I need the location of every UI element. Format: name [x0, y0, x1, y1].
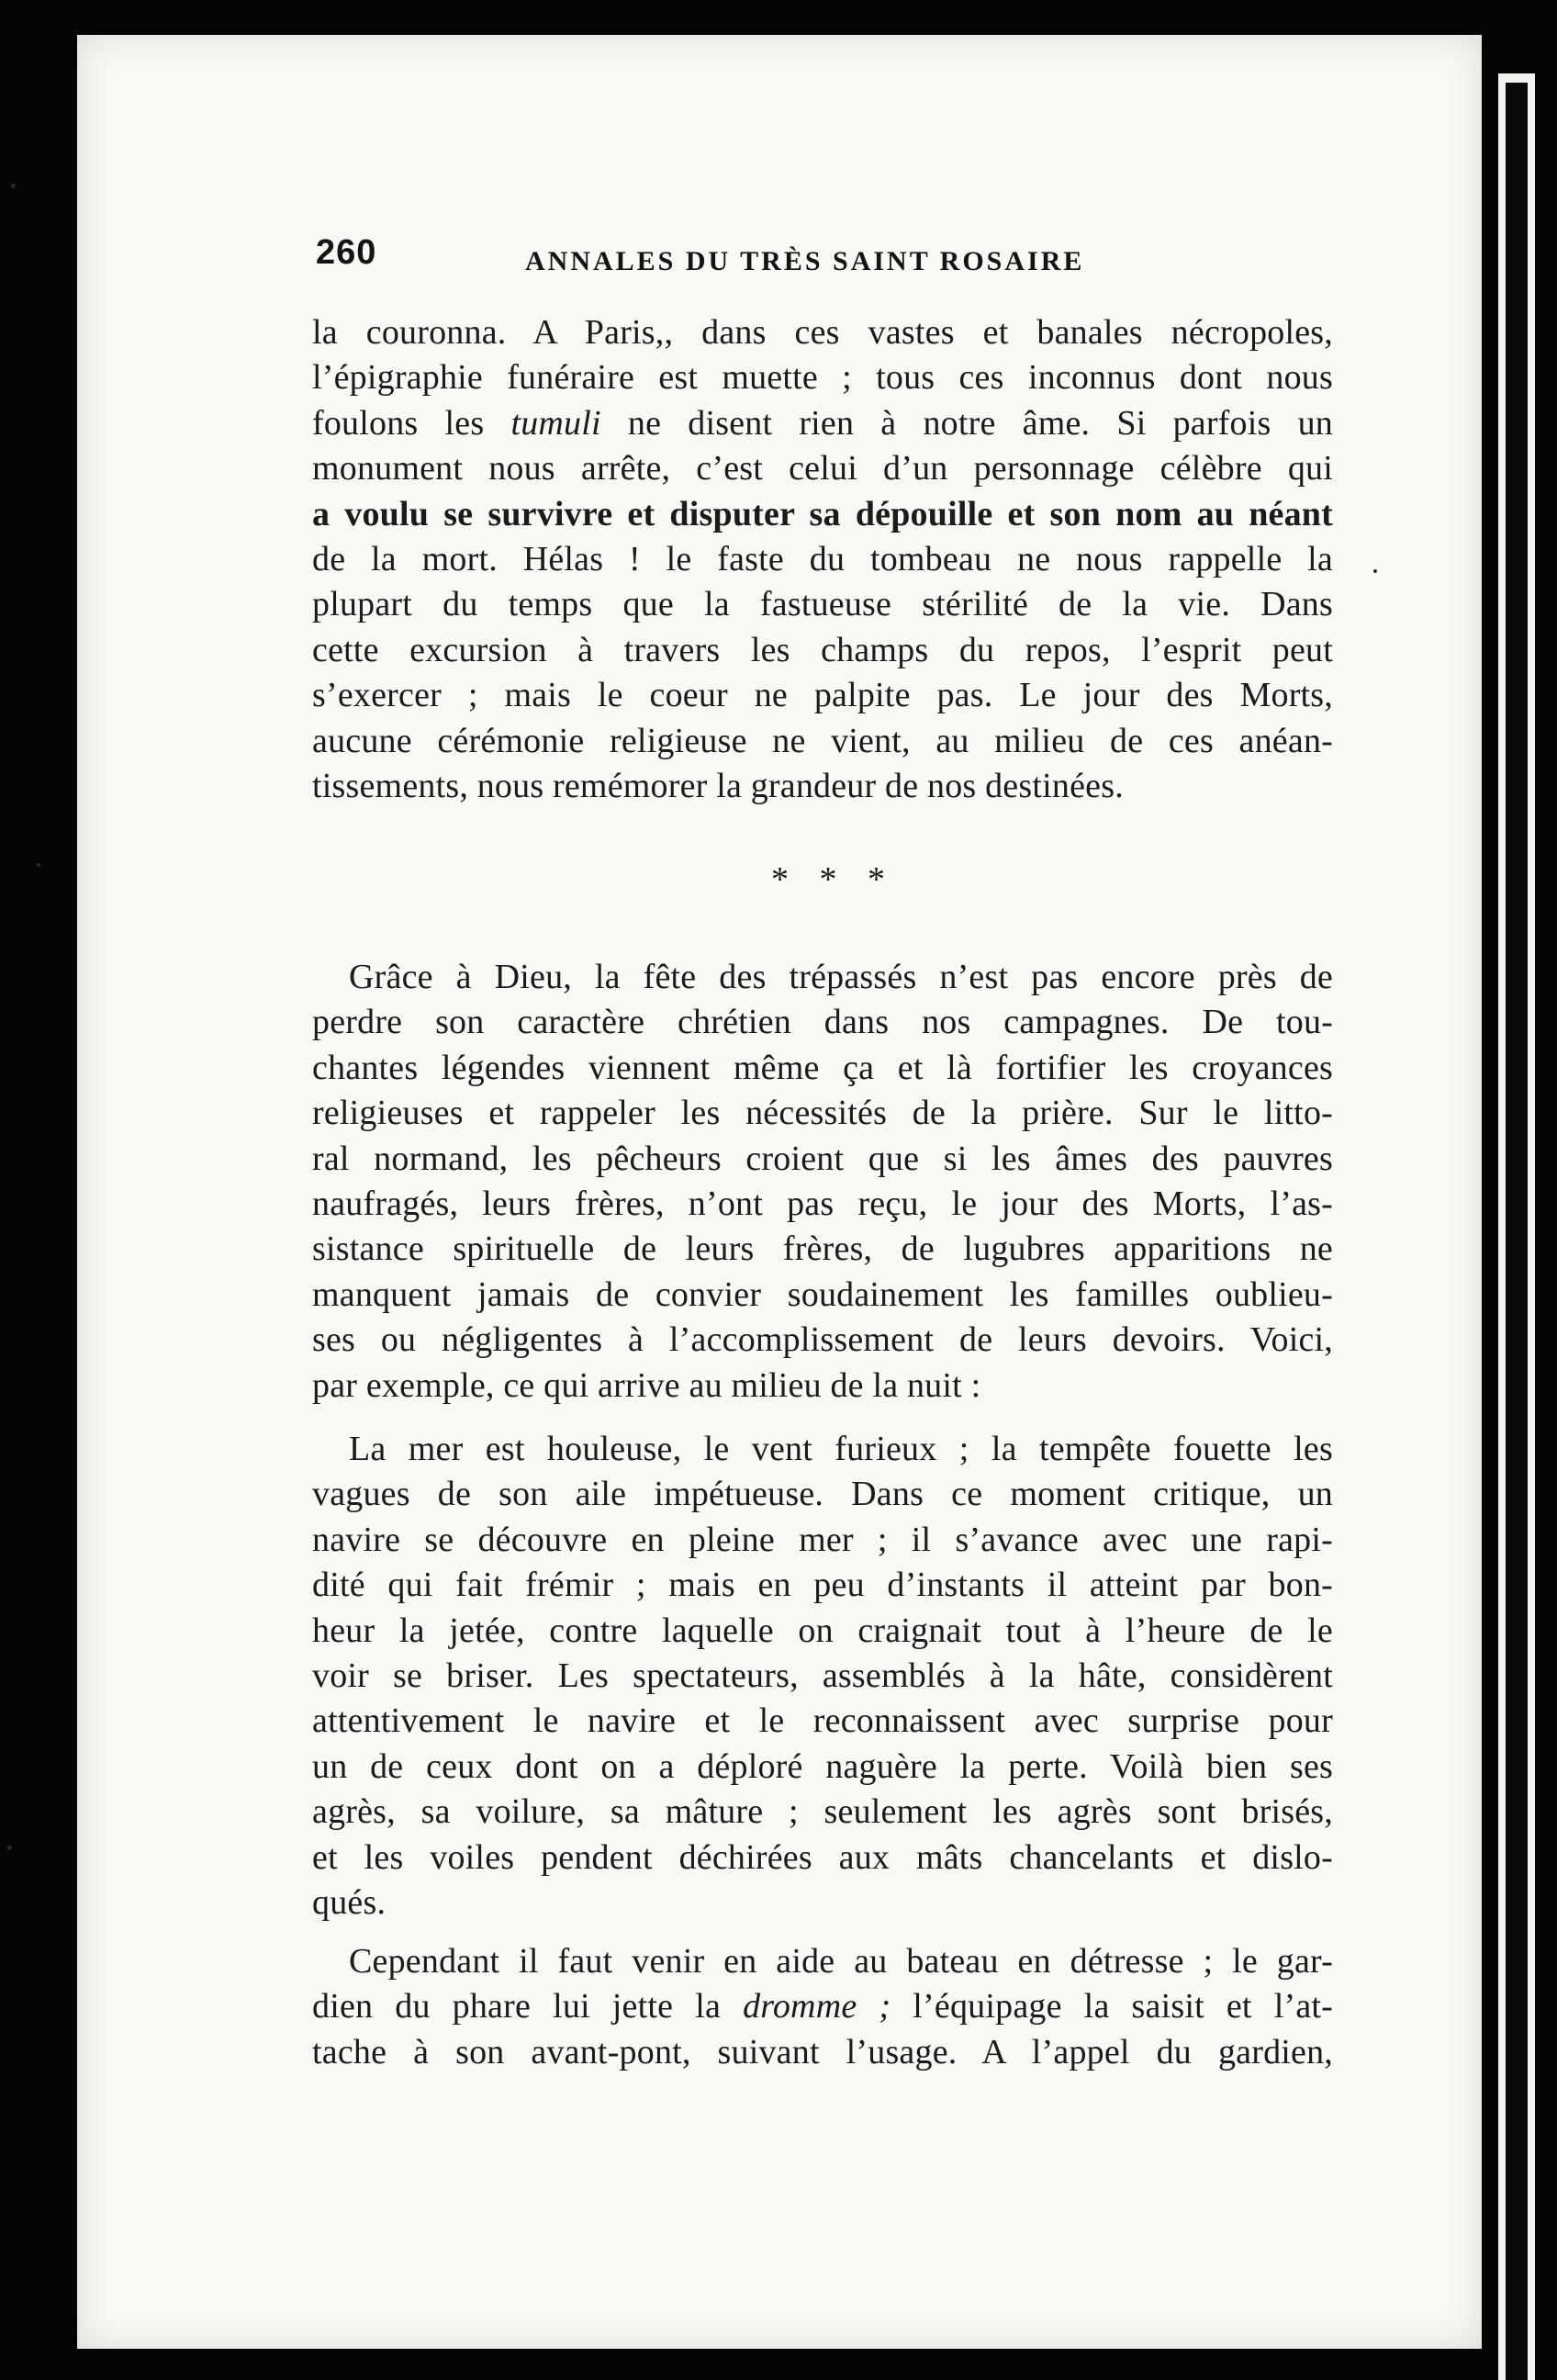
text-line: de la mort. Hélas ! le faste du tombeau ne nous rappelle la: [312, 540, 1333, 579]
text-line: ses ou négligentes à l’accomplissement de leurs devoirs. Voici,: [312, 1320, 1333, 1360]
text-line: qués.: [312, 1883, 386, 1923]
paragraph-2: [312, 955, 1333, 1409]
text-line: aucune cérémonie religieuse ne vient, au milieu de ces anéan-: [312, 721, 1333, 760]
paragraph-1: [312, 310, 1333, 809]
text-line: chantes légendes viennent même ça et là fortifier les croyances: [312, 1048, 1333, 1087]
text-line: La mer est houleuse, le vent furieux ; la tempête fouette les: [349, 1430, 1333, 1468]
text-line: voir se briser. Les spectateurs, assemblés à la hâte, considèrent: [312, 1656, 1333, 1696]
text-line: Grâce à Dieu, la fête des trépassés n’est pas encore près de: [349, 958, 1333, 996]
text-line: navire se découvre en pleine mer ; il s’avance avec une rapi-: [312, 1520, 1333, 1559]
page-header: [316, 233, 1344, 288]
paragraph-4: [312, 1939, 1333, 2075]
text-line: vagues de son aile impétueuse. Dans ce moment critique, un: [312, 1475, 1333, 1514]
text-line: Cependant il faut venir en aide au bateau en détresse ; le gar-: [349, 1942, 1333, 1981]
text-line: plupart du temps que la fastueuse stérilité de la vie. Dans: [312, 585, 1333, 624]
text-line: religieuses et rappeler les nécessités de la prière. Sur le litto-: [312, 1094, 1333, 1133]
text-line: un de ceux dont on a déploré naguère la perte. Voilà bien ses: [312, 1746, 1333, 1786]
text-line: par exemple, ce qui arrive au milieu de la nuit :: [312, 1365, 981, 1405]
italic-term: tumuli: [510, 403, 601, 443]
running-title: ANNALES DU TRÈS SAINT ROSAIRE: [525, 246, 1085, 276]
scan-speck: [1373, 569, 1377, 573]
text-line: tissements, nous remémorer la grandeur de nos destinées.: [312, 767, 1124, 806]
text-line: dien du phare lui jette la dromme ; l’équipage la saisit et l’at-: [312, 1987, 1333, 2026]
text-line: cette excursion à travers les champs du repos, l’esprit peut: [312, 630, 1333, 669]
text-line: a voulu se survivre et disputer sa dépouille et son nom au néant: [312, 494, 1333, 533]
text-line: et les voiles pendent déchirées aux mâts chancelants et dislo-: [312, 1837, 1333, 1877]
text-line: sistance spirituelle de leurs frères, de lugubres apparitions ne: [312, 1229, 1333, 1269]
text-line: manquent jamais de convier soudainement les familles oublieu-: [312, 1274, 1333, 1314]
section-separator: * * *: [771, 860, 896, 899]
text-line: ral normand, les pêcheurs croient que si les âmes des pauvres: [312, 1139, 1333, 1178]
text-line: tache à son avant-pont, suivant l’usage. A l’appel du gardien,: [312, 2032, 1333, 2071]
page-number: 260: [316, 233, 377, 272]
scan-speck: [7, 1846, 12, 1850]
italic-term: dromme ;: [743, 1987, 891, 2026]
book-spine-shadow: [1506, 83, 1528, 2380]
text-line: heur la jetée, contre laquelle on craignait tout à l’heure de le: [312, 1611, 1333, 1650]
text-line: la couronna. A Paris,, dans ces vastes et banales nécropoles,: [312, 313, 1333, 352]
text-line: l’épigraphie funéraire est muette ; tous ces inconnus dont nous: [312, 358, 1333, 398]
scan-speck: [37, 863, 40, 867]
text-line: dité qui fait frémir ; mais en peu d’instants il atteint par bon-: [312, 1566, 1333, 1605]
paragraph-3: [312, 1427, 1333, 1925]
text-line: perdre son caractère chrétien dans nos campagnes. De tou-: [312, 1003, 1333, 1042]
text-line: naufragés, leurs frères, n’ont pas reçu, le jour des Morts, l’as-: [312, 1184, 1333, 1224]
text-line: foulons les tumuli ne disent rien à notre âme. Si parfois un: [312, 403, 1333, 443]
scan-speck: [11, 184, 16, 188]
text-line: agrès, sa voilure, sa mâture ; seulement les agrès sont brisés,: [312, 1792, 1333, 1832]
text-line: s’exercer ; mais le coeur ne palpite pas. Le jour des Morts,: [312, 676, 1333, 715]
text-line: attentivement le navire et le reconnaissent avec surprise pour: [312, 1701, 1333, 1741]
text-line: monument nous arrête, c’est celui d’un personnage célèbre qui: [312, 449, 1333, 488]
